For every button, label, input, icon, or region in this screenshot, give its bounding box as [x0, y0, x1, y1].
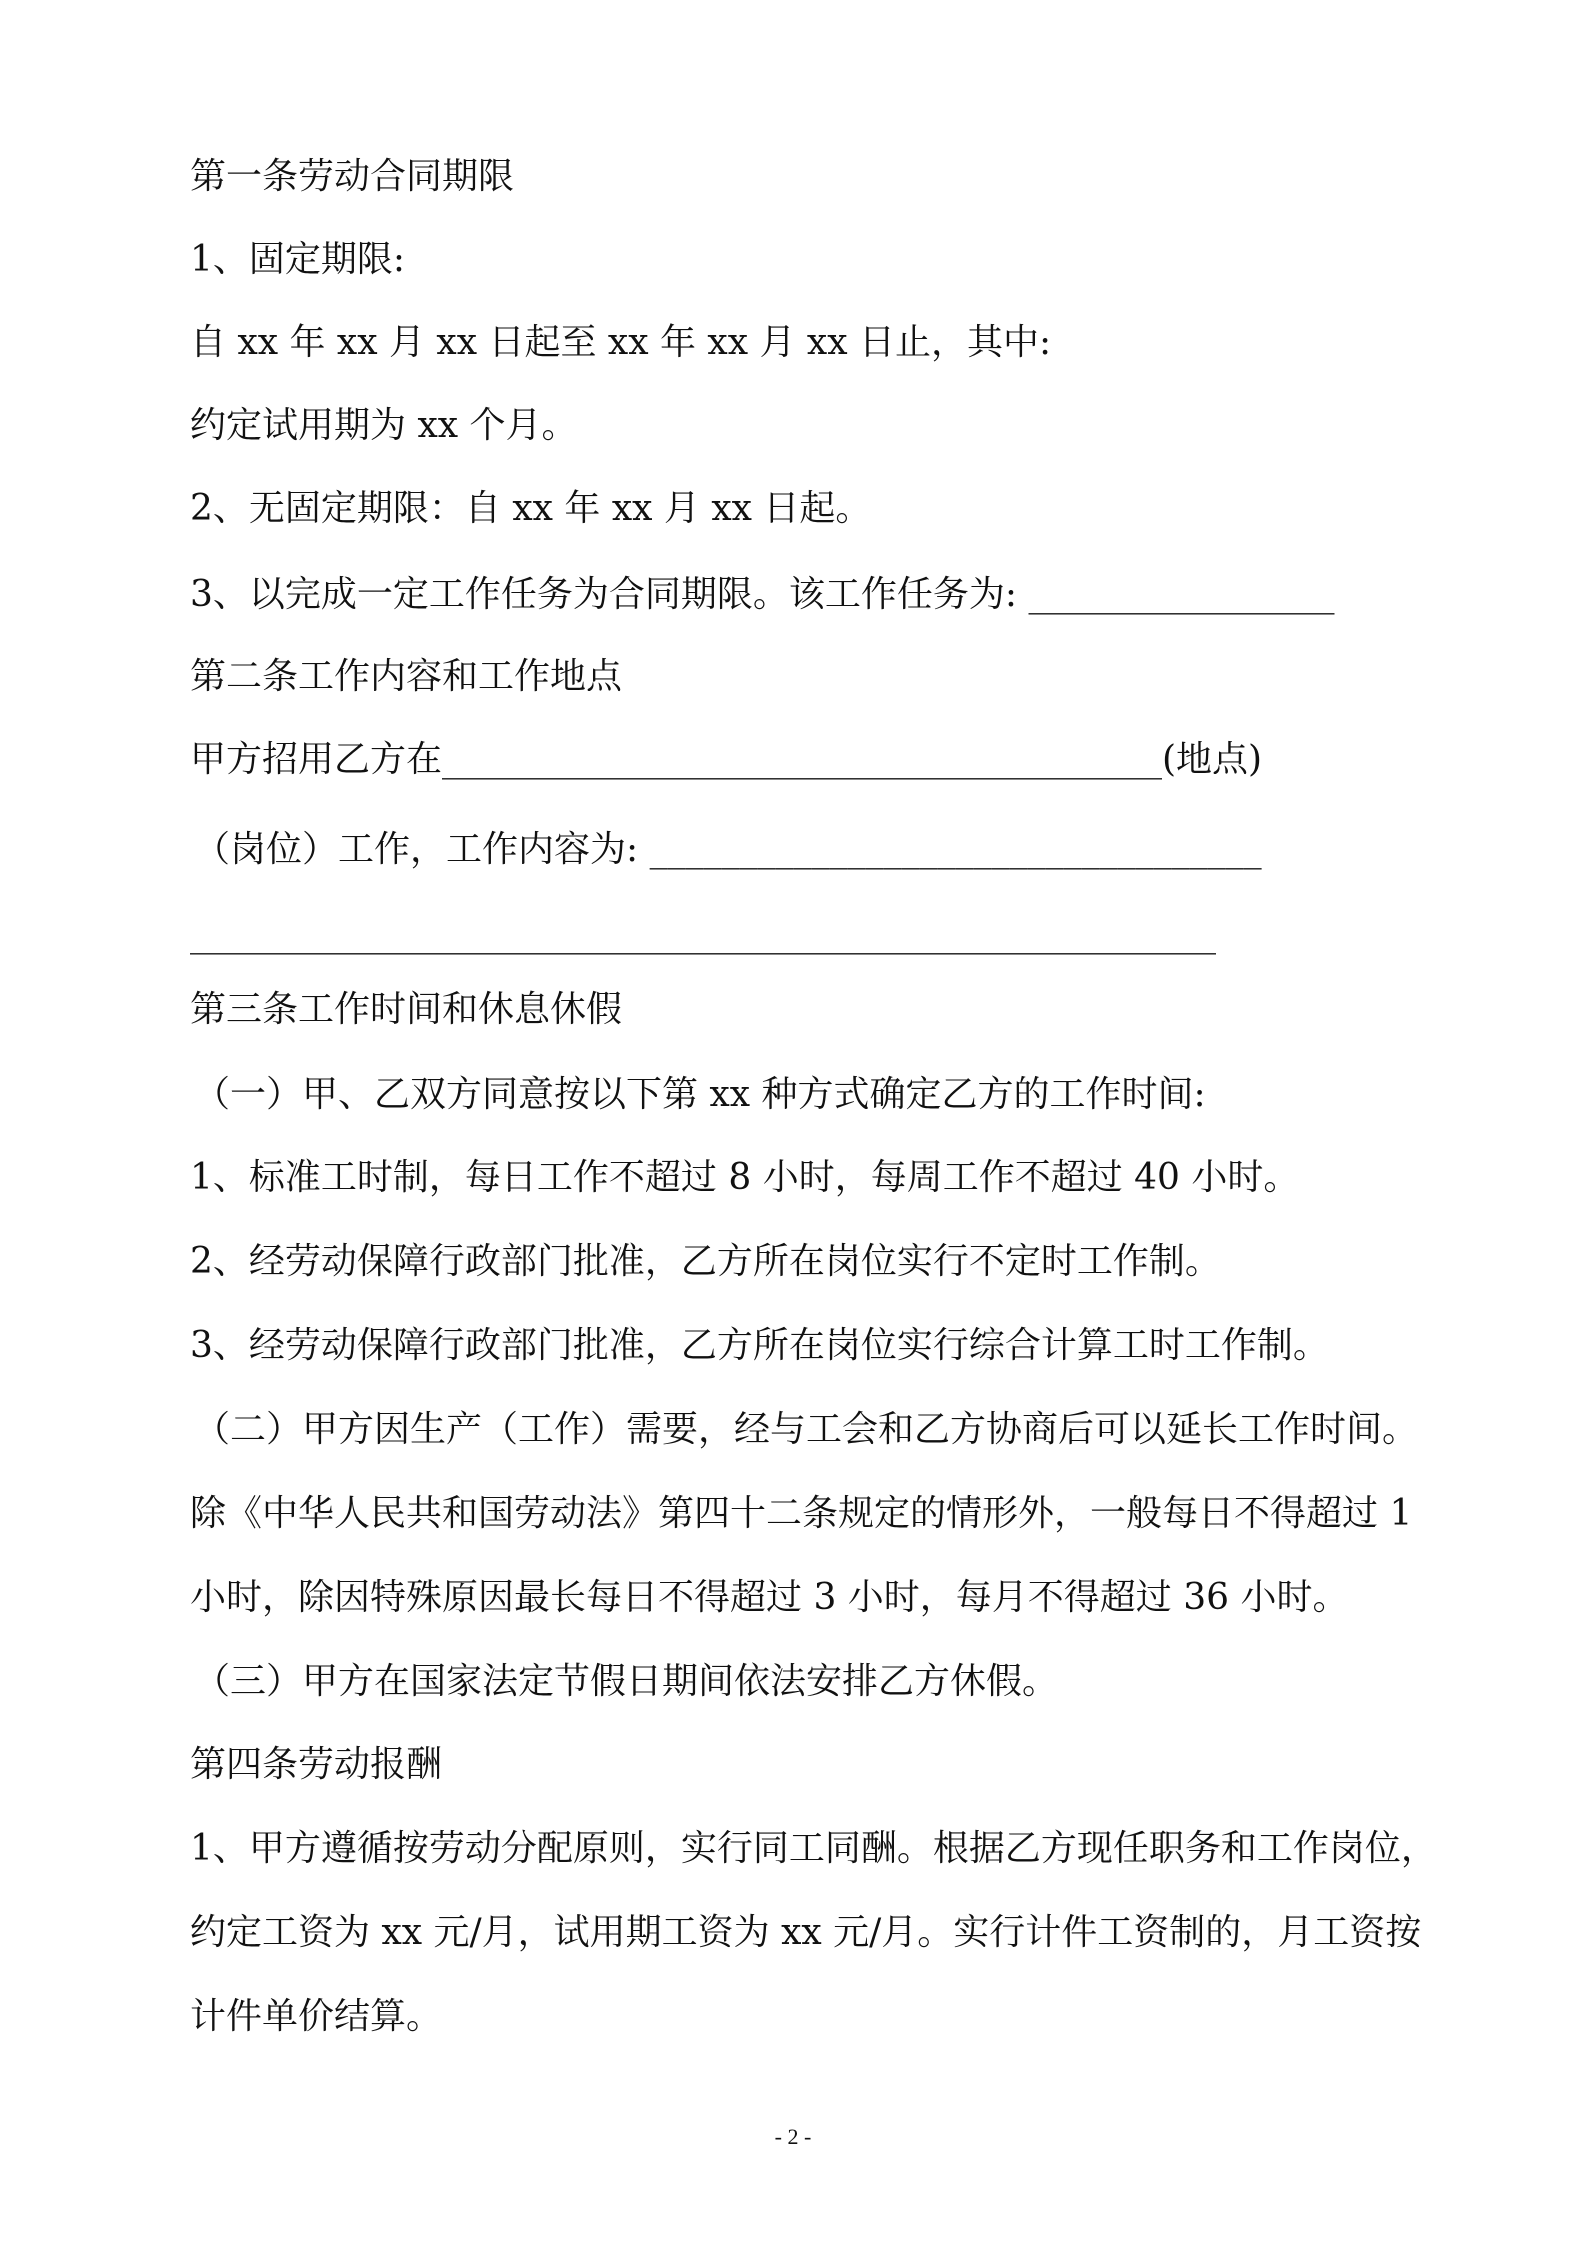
standard-hours-item: 1、标准工时制，每日工作不超过 8 小时，每周工作不超过 40 小时。: [190, 1157, 1300, 1198]
fixed-term-item: 1、固定期限:: [190, 239, 406, 280]
open-term-item: 2、无固定期限：自 xx 年 xx 月 xx 日起。: [190, 488, 872, 529]
article-1-heading: 第一条劳动合同期限: [190, 156, 515, 197]
salary-clause-cont-2: 计件单价结算。: [190, 1996, 443, 2037]
overtime-clause-cont-1: 除《中华人民共和国劳动法》第四十二条规定的情形外，一般每日不得超过 1: [190, 1493, 1413, 1534]
flexible-hours-item: 2、经劳动保障行政部门批准，乙方所在岗位实行不定时工作制。: [190, 1241, 1221, 1282]
holiday-clause: （三）甲方在国家法定节假日期间依法安排乙方休假。: [194, 1661, 1059, 1702]
salary-clause-cont-1: 约定工资为 xx 元/月，试用期工资为 xx 元/月。实行计件工资制的，月工资按: [190, 1912, 1422, 1953]
article-4-heading: 第四条劳动报酬: [190, 1744, 443, 1785]
job-content-line: （岗位）工作，工作内容为: __________________________________: [194, 829, 1262, 870]
fixed-term-dates: 自 xx 年 xx 月 xx 日起至 xx 年 xx 月 xx 日止，其中:: [190, 322, 1052, 363]
blank-fill-line: _________________________________________________________: [190, 914, 1216, 955]
probation-period: 约定试用期为 xx 个月。: [190, 405, 578, 446]
overtime-clause: （二）甲方因生产（工作）需要，经与工会和乙方协商后可以延长工作时间。: [194, 1409, 1419, 1450]
work-time-clause-1: （一）甲、乙双方同意按以下第 xx 种方式确定乙方的工作时间:: [194, 1074, 1206, 1115]
comprehensive-hours-item: 3、经劳动保障行政部门批准，乙方所在岗位实行综合计算工时工作制。: [190, 1325, 1329, 1366]
salary-clause: 1、甲方遵循按劳动分配原则，实行同工同酬。根据乙方现任职务和工作岗位，: [190, 1828, 1437, 1869]
page-number: - 2 -: [774, 2124, 812, 2149]
overtime-clause-cont-2: 小时，除因特殊原因最长每日不得超过 3 小时，每月不得超过 36 小时。: [190, 1577, 1349, 1618]
task-term-item: 3、以完成一定工作任务为合同期限。该工作任务为: _________________: [190, 574, 1335, 615]
article-3-heading: 第三条工作时间和休息休假: [190, 989, 623, 1030]
work-location-line: 甲方招用乙方在________________________________________(地点): [190, 739, 1263, 780]
article-2-heading: 第二条工作内容和工作地点: [190, 656, 623, 697]
